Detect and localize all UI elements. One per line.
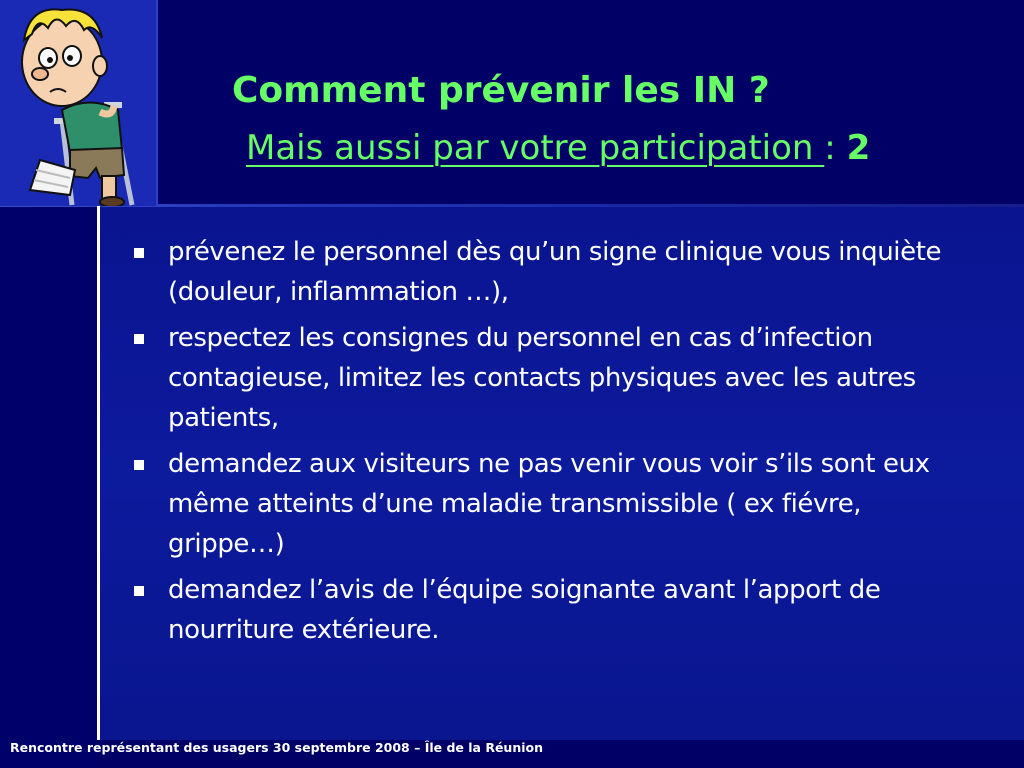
subtitle-underlined: Mais aussi par votre participation [246, 128, 825, 168]
square-bullet-icon [134, 460, 144, 470]
injured-boy-with-crutches-icon [0, 0, 158, 206]
slide-subtitle [246, 128, 870, 168]
list-item [128, 444, 968, 564]
subtitle-number: 2 [846, 128, 871, 168]
bullet-text: demandez aux visiteurs ne pas venir vous voir s’ils sont eux même atteints d’une maladie transmissible ( ex fiévre, grippe…) [168, 449, 930, 559]
square-bullet-icon [134, 586, 144, 596]
list-item [128, 318, 968, 438]
square-bullet-icon [134, 248, 144, 258]
left-band [0, 206, 98, 768]
list-item [128, 232, 968, 312]
bullet-text: prévenez le personnel dès qu’un signe clinique vous inquiète (douleur, inflammation …), [168, 237, 942, 307]
square-bullet-icon [134, 334, 144, 344]
bullet-text: respectez les consignes du personnel en cas d’infection contagieuse, limitez les contacts physiques avec les autres patients, [168, 323, 916, 433]
left-divider [97, 206, 100, 740]
list-item [128, 570, 968, 650]
subtitle-colon: : [824, 128, 847, 168]
bullet-list [128, 232, 968, 656]
slide-title: Comment prévenir les IN ? [232, 70, 770, 111]
bullet-text: demandez l’avis de l’équipe soignante avant l’apport de nourriture extérieure. [168, 575, 881, 645]
footer-text: Rencontre représentant des usagers 30 septembre 2008 – Île de la Réunion [10, 740, 543, 755]
